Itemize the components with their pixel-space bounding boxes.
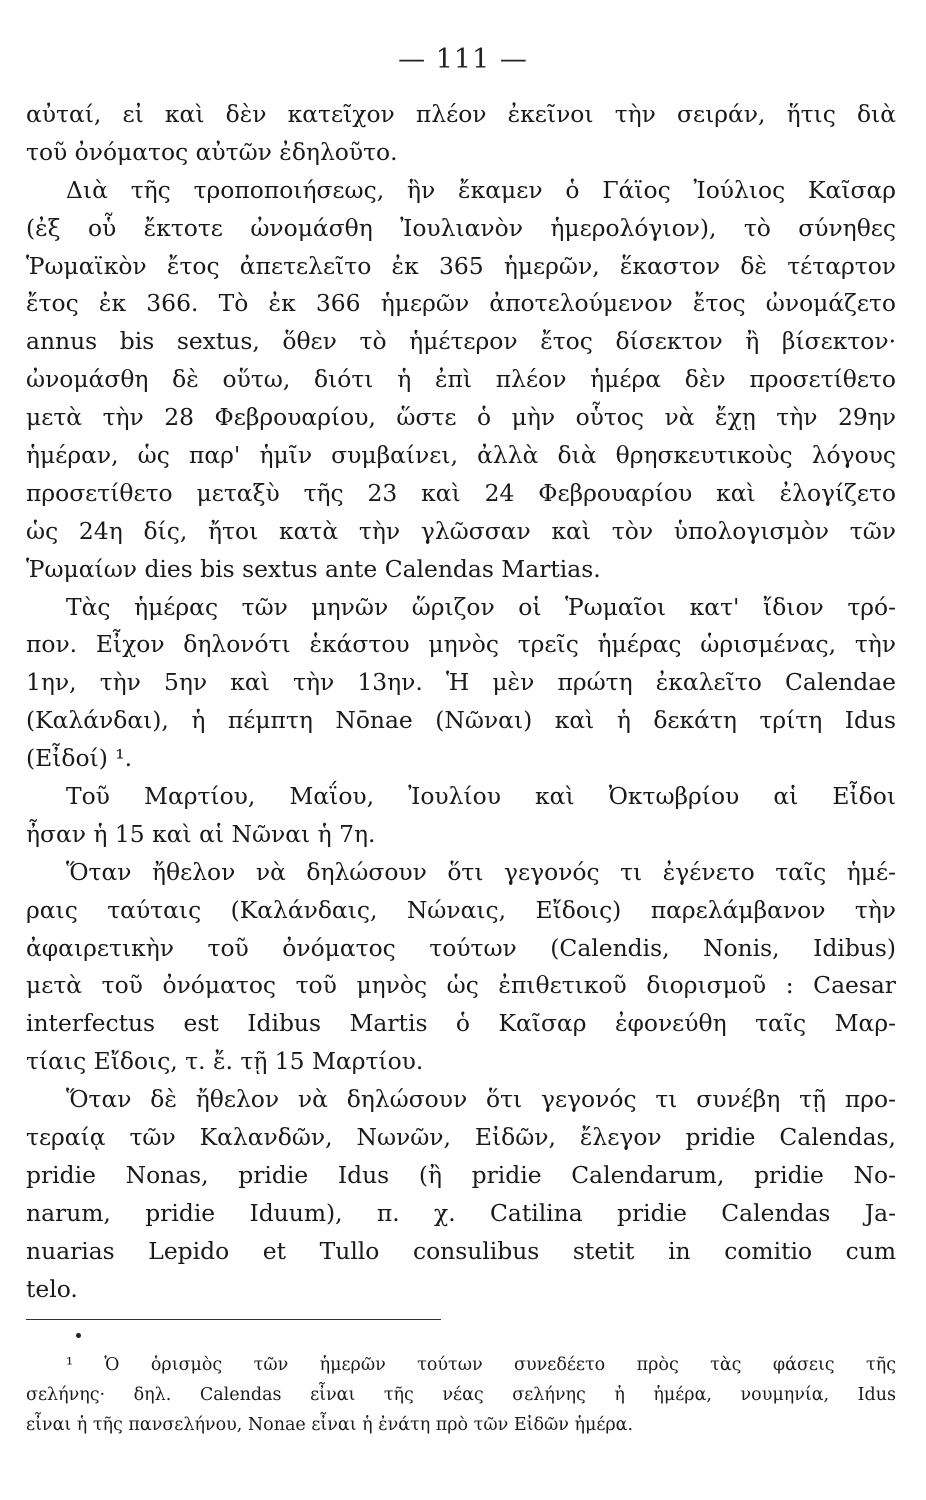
- footnote-divider: [26, 1319, 441, 1320]
- text-line: (Εἶδοί) ¹.: [26, 744, 133, 773]
- footnote-dot-mark: [76, 1333, 81, 1338]
- text-line: ἀφαιρετικὴν τοῦ ὀνόματος τούτων (Calendis, Nonis, Idibus): [26, 933, 896, 962]
- text-line: Τοῦ Μαρτίου, Μαΐου, Ἰουλίου καὶ Ὀκτωβρίου αἱ Εἶδοι: [66, 782, 896, 811]
- text-line: τεραίᾳ τῶν Καλανδῶν, Νωνῶν, Εἰδῶν, ἔλεγον pridie Calendas,: [26, 1123, 896, 1152]
- text-line: Ὅταν ἤθελον νὰ δηλώσουν ὅτι γεγονός τι ἐγένετο ταῖς ἡμέ-: [66, 857, 896, 886]
- text-line: annus bis sextus, ὅθεν τὸ ἡμέτερον ἔτος δίσεκτον ἢ βίσεκτον·: [26, 327, 896, 356]
- page-number: — 111 —: [398, 44, 528, 75]
- text-line: μετὰ τὴν 28 Φεβρουαρίου, ὥστε ὁ μὴν οὗτος νὰ ἔχῃ τὴν 29ην: [26, 403, 896, 432]
- text-line: pridie Nonas, pridie Idus (ἢ pridie Calendarum, pridie No-: [26, 1160, 896, 1189]
- footnote-line: ¹ Ὁ ὁρισμὸς τῶν ἡμερῶν τούτων συνεδέετο πρὸς τὰς φάσεις τῆς: [66, 1355, 896, 1375]
- text-line: (ἐξ οὗ ἔκτοτε ὠνομάσθη Ἰουλιανὸν ἡμερολόγιον), τὸ σύνηθες: [26, 213, 896, 242]
- text-line: τοῦ ὀνόματος αὐτῶν ἐδηλοῦτο.: [26, 137, 398, 166]
- text-line: προσετίθετο μεταξὺ τῆς 23 καὶ 24 Φεβρουαρίου καὶ ἐλογίζετο: [26, 478, 896, 507]
- text-line: Ῥωμαϊκὸν ἔτος ἀπετελεῖτο ἐκ 365 ἡμερῶν, ἕκαστον δὲ τέταρτον: [26, 251, 896, 280]
- footnotes: [26, 1350, 896, 1440]
- text-line: μετὰ τοῦ ὀνόματος τοῦ μηνὸς ὡς ἐπιθετικοῦ διορισμοῦ : Caesar: [26, 971, 896, 1000]
- text-line: telo.: [26, 1274, 78, 1303]
- text-line: (Καλάνδαι), ἡ πέμπτη Nōnae (Νῶναι) καὶ ἡ δεκάτη τρίτη Idus: [26, 706, 896, 735]
- text-line: 1ην, τὴν 5ην καὶ τὴν 13ην. Ἡ μὲν πρώτη ἐκαλεῖτο Calendae: [26, 668, 896, 697]
- body-text: [26, 96, 896, 1309]
- text-line: ὡς 24η δίς, ἤτοι κατὰ τὴν γλῶσσαν καὶ τὸν ὑπολογισμὸν τῶν: [26, 516, 896, 545]
- text-line: Τὰς ἡμέρας τῶν μηνῶν ὥριζον οἱ Ῥωμαῖοι κατ' ἴδιον τρό-: [66, 592, 896, 621]
- text-line: ὠνομάσθη δὲ οὕτω, διότι ἡ ἐπὶ πλέον ἡμέρα δὲν προσετίθετο: [26, 365, 896, 394]
- text-line: Ὅταν δὲ ἤθελον νὰ δηλώσουν ὅτι γεγονός τι συνέβη τῇ προ-: [66, 1085, 896, 1114]
- text-line: nuarias Lepido et Tullo consulibus stetit in comitio cum: [26, 1236, 896, 1265]
- text-line: interfectus est Idibus Martis ὁ Καῖσαρ ἐφονεύθη ταῖς Μαρ-: [26, 1009, 896, 1038]
- text-line: αὐταί, εἰ καὶ δὲν κατεῖχον πλέον ἐκεῖνοι τὴν σειράν, ἥτις διὰ: [26, 100, 896, 128]
- text-line: ἔτος ἐκ 366. Τὸ ἐκ 366 ἡμερῶν ἀποτελούμενον ἔτος ὠνομάζετο: [26, 289, 896, 318]
- footnote-line: σελήνης· δηλ. Calendas εἶναι τῆς νέας σελήνης ἡ ἡμέρα, νουμηνία, Idus: [26, 1385, 896, 1405]
- text-line: Ῥωμαίων dies bis sextus ante Calendas Martias.: [26, 554, 601, 583]
- text-line: Διὰ τῆς τροποποιήσεως, ἣν ἔκαμεν ὁ Γάϊος Ἰούλιος Καῖσαρ: [66, 175, 896, 204]
- text-line: τίαις Εἴδοις, τ. ἔ. τῇ 15 Μαρτίου.: [26, 1047, 424, 1076]
- text-line: ἡμέραν, ὡς παρ' ἡμῖν συμβαίνει, ἀλλὰ διὰ θρησκευτικοὺς λόγους: [26, 441, 896, 470]
- text-line: ραις ταύταις (Καλάνδαις, Νώναις, Εἴδοις) παρελάμβανον τὴν: [26, 895, 896, 924]
- text-line: narum, pridie Iduum), π. χ. Catilina pridie Calendas Ja-: [26, 1198, 896, 1227]
- text-line: πον. Εἶχον δηλονότι ἑκάστου μηνὸς τρεῖς ἡμέρας ὡρισμένας, τὴν: [26, 630, 896, 659]
- text-line: ἦσαν ἡ 15 καὶ αἱ Νῶναι ἡ 7η.: [26, 819, 376, 848]
- footnote-line: εἶναι ἡ τῆς πανσελήνου, Nonae εἶναι ἡ ἐνάτη πρὸ τῶν Εἰδῶν ἡμέρα.: [26, 1415, 634, 1435]
